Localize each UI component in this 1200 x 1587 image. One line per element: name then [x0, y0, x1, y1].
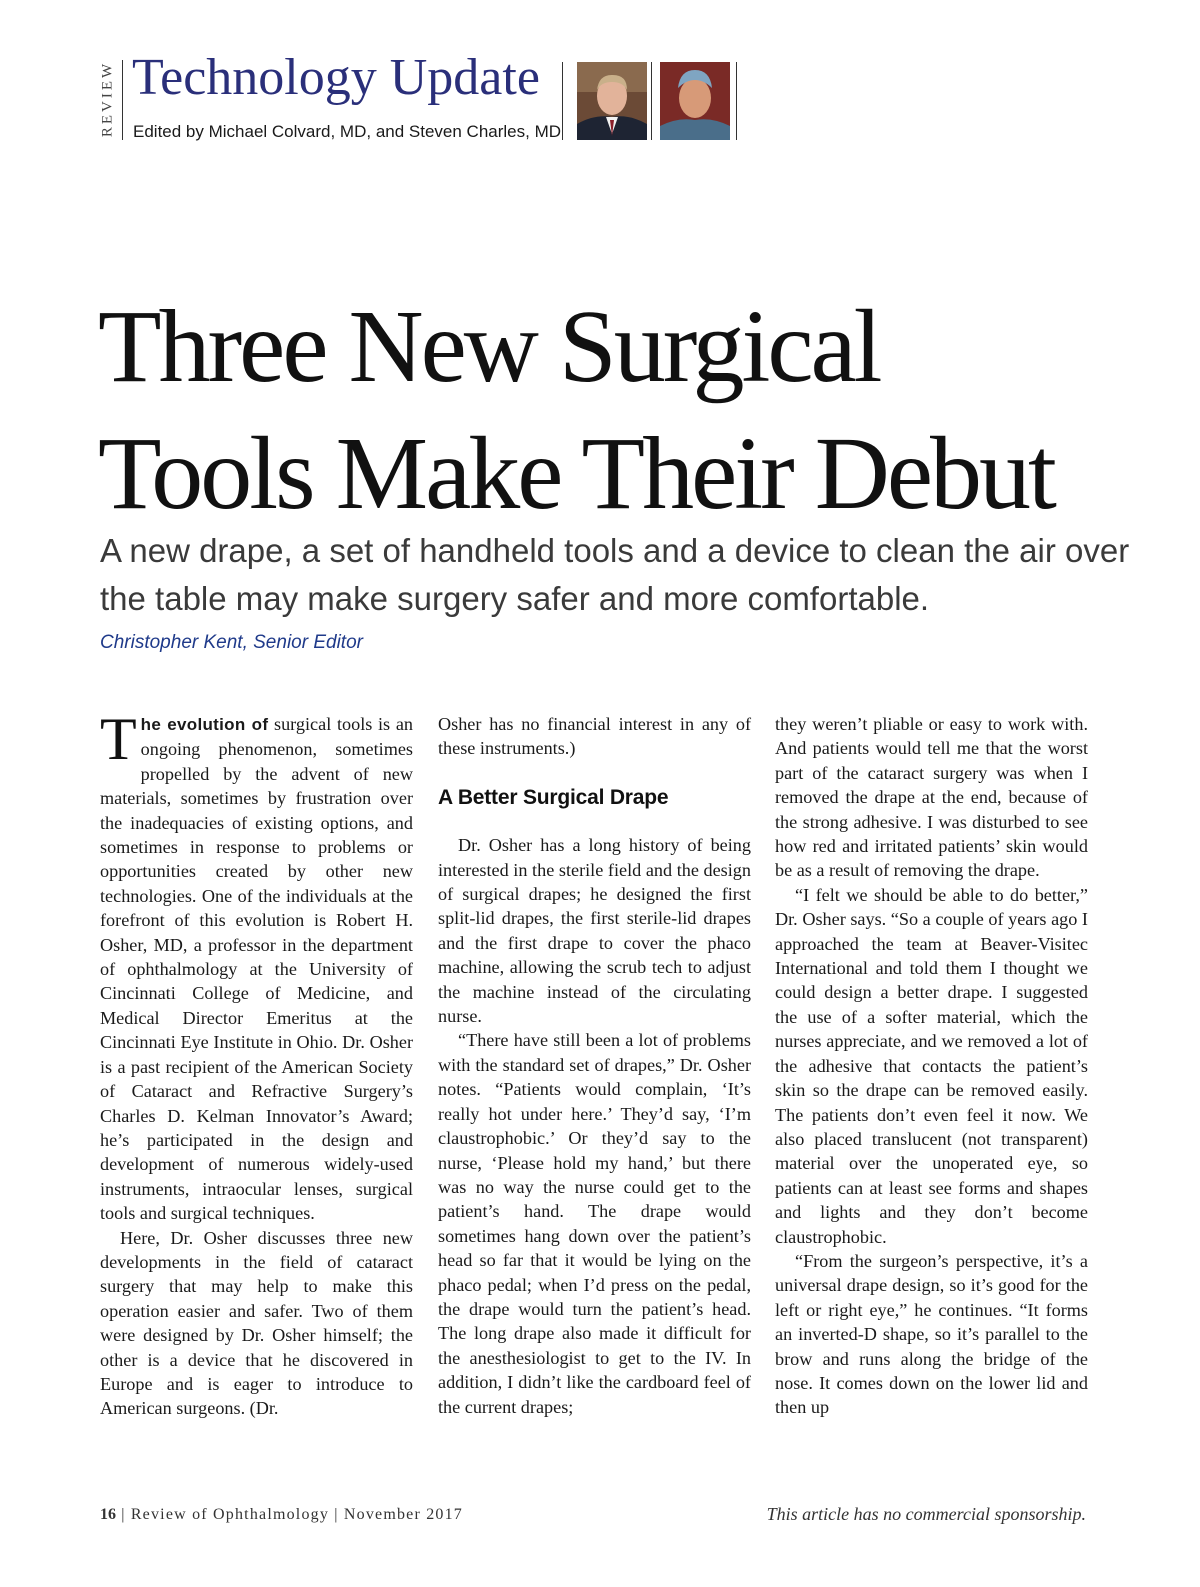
article-deck: A new drape, a set of handheld tools and a device to clean the air over the table may make surgery safer and more comfortable. [100, 532, 1130, 617]
portrait-image [660, 62, 730, 140]
publication-name: Review of Ophthalmology [130, 1506, 330, 1523]
editors-credit: Edited by Michael Colvard, MD, and Steven Charles, MD [133, 122, 562, 141]
body-paragraph: “I felt we should be able to do better,” Dr. Osher says. “So a couple of years ago I approached the team at Beaver-Visitec International and told them I thought we could design a better drape. I suggested the use of a softer material, which the nurses appreciate, and we removed a lot of the adhesive that contacts the patient’s skin so the drape can be removed easily. The patients don’t even feel it now. We also placed translucent (not transparent) material over the unoperated eye, so patients can at least see forms and shapes and lights and they don’t become claustrophobic. [775, 884, 1088, 1247]
body-paragraph: Dr. Osher has a long history of being interested in the sterile field and the design of surgical drapes; he designed the first split-lid drapes, the first sterile-lid drapes and the first drape to cover the phaco machine, allowing the scrub tech to adjust the machine instead of the circulating nurse. [438, 835, 751, 1027]
footer-separator: | [334, 1506, 344, 1523]
editor-photo-colvard [577, 62, 647, 140]
header-divider [122, 60, 123, 140]
body-paragraph: “There have still been a lot of problems with the standard set of drapes,” Dr. Osher notes. “Patients would complain, ‘It’s really hot under here.’ They’d say, ‘I’m claustrophobic.’ Or they’d say to the nurse, ‘Please hold my hand,’ but there was no way the nurse could get to the patient’s hand. The drape would sometimes hang down over the patient’s head so far that it would be lying on the phaco pedal; when I’d press on the pedal, the drape would turn the patient’s head. The long drape also made it difficult for the anesthesiologist to get to the IV. In addition, I didn’t like the cardboard feel of the current drapes; [438, 1030, 751, 1417]
headline-line-2: Tools Make Their Debut [98, 416, 1054, 531]
body-paragraph: “From the surgeon’s perspective, it’s a universal drape design, so it’s good for the left or right eye,” he continues. “It forms an inverted-D shape, so it’s parallel to the brow and runs along the bridge of the nose. It comes down on the lower lid and then up [775, 1250, 1088, 1418]
lead-in: he evolution of [140, 715, 269, 734]
issue-date: November 2017 [343, 1506, 464, 1523]
drop-cap: T [100, 706, 137, 772]
paragraph-text: surgical tools is an ongoing phenomenon, sometimes propelled by the advent of new materials, sometimes by frustration over the inadequacies of existing options, and sometimes in response to problems or opportunities created by other new technologies. One of the individuals at the forefront of this evolution is Robert H. Osher, MD, a professor in the department of ophthalmology at the University of Cincinnati College of Medicine, and Medical Director Emeritus at the Cincinnati Eye Institute in Ohio. Dr. Osher is a past recipient of the American Society of Cataract and Refractive Surgery’s Charles D. Kelman Innovator’s Award; he’s participated in the design and development of numerous widely-used instruments, intraocular lenses, surgical tools and surgical techniques. [100, 714, 413, 1224]
headline-line-1: Three New Surgical [98, 289, 880, 404]
body-paragraph [100, 706, 413, 1226]
body-column-1 [100, 706, 413, 1421]
sponsorship-note: This article has no commercial sponsorship. [766, 1504, 1086, 1524]
section-label-text: REVIEW [99, 60, 116, 138]
portrait-image [577, 62, 647, 140]
body-paragraph: they weren’t pliable or easy to work with. And patients would tell me that the worst part of the cataract surgery was when I removed the drape at the end, because of the strong adhesive. I was disturbed to see how red and irritated patients’ skin would be as a result of removing the drape. [775, 714, 1088, 881]
header-divider [736, 62, 737, 140]
editor-photo-charles [660, 62, 730, 140]
body-paragraph: Here, Dr. Osher discusses three new developments in the field of cataract surgery that may help to make this operation easier and safer. Two of them were designed by Dr. Osher himself; the other is a device that he discovered in Europe and is eager to introduce to American surgeons. (Dr. [100, 1227, 413, 1419]
page-number: 16 [100, 1506, 116, 1523]
body-paragraph: Osher has no financial interest in any of these instruments.) [438, 714, 751, 759]
column-title: Technology Update [132, 49, 540, 106]
section-subhead: A Better Surgical Drape [438, 785, 669, 809]
page-footer [100, 1506, 463, 1524]
body-column-3 [775, 712, 1088, 1420]
header-divider [562, 62, 563, 140]
body-column-2 [438, 712, 751, 1419]
header-divider [651, 62, 652, 140]
article-headline [98, 283, 1098, 537]
byline: Christopher Kent, Senior Editor [100, 632, 363, 653]
section-label [98, 56, 118, 142]
footer-separator: | [121, 1506, 131, 1523]
